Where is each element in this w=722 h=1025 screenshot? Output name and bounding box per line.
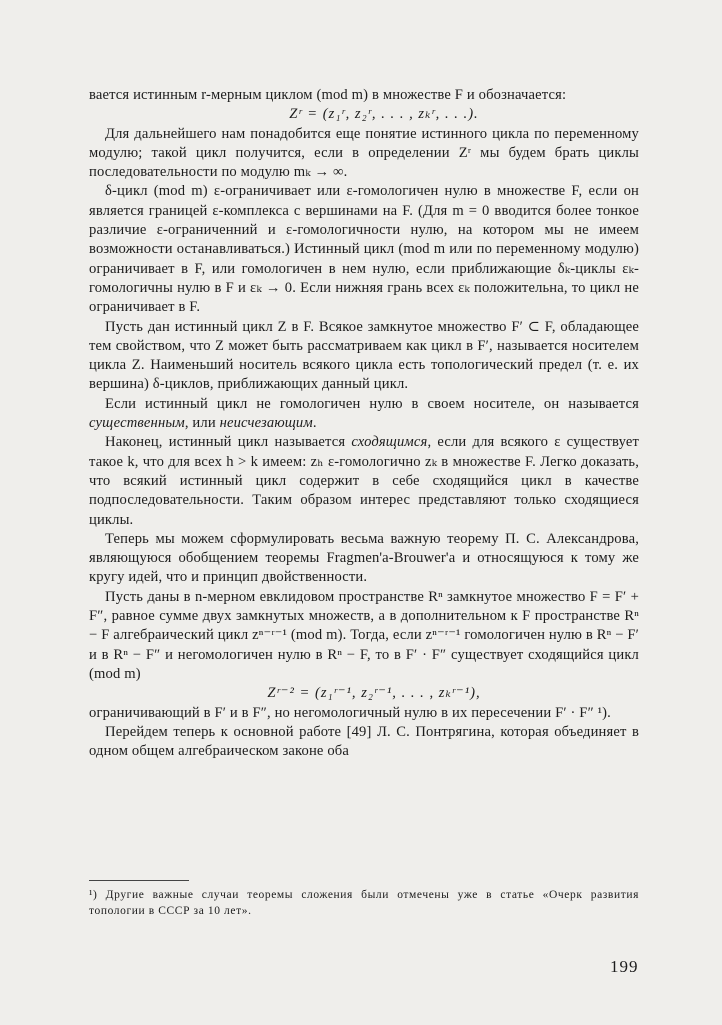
paragraph-5-text-c: . <box>312 415 317 432</box>
paragraph-9: ограничивающий в F′ и в F″, но негомологичный нулю в их пересечении F′ · F″ ¹). <box>89 704 611 721</box>
paragraph-10: Перейдем теперь к основной работе [49] Л. С. Понтрягина, которая объединяет в одном общем алгебраическом законе оба <box>89 723 639 760</box>
footnote: ¹) Другие важные случаи теоремы сложения были отмечены уже в статье «Очерк развития топологии в СССР за 10 лет». <box>89 889 639 917</box>
paragraph-1: вается истинным r-мерным циклом (mod m) в множестве F и обозначается: <box>89 87 567 103</box>
paragraph-5-text-a: Если истинный цикл не гомологичен нулю в своем носителе, он называется <box>105 395 639 412</box>
paragraph-3: δ-цикл (mod m) ε-ограничивает или ε-гомологичен нулю в множестве F, если он является границей ε-комплекса с вершинами на F. (Для m = 0 вводится более тонкое различие ε-ограниченний и ε-гомологичности нулю, на котором мы не имеем возможности останавливаться.) Истинный цикл (mod m или по переменному модулю) ограничивает в F, или гомологичен в нем нулю, если приближающие δₖ-циклы εₖ-гомологичны нулю в F и εₖ → 0. Если нижняя грань всех εₖ положительна, то цикл не ограничивает в F. <box>89 183 639 316</box>
paragraph-4: Пусть дан истинный цикл Z в F. Всякое замкнутое множество F′ ⊂ F, обладающее тем свойством, что Z может быть рассматриваем как цикл в F′, называется носителем цикла Z. Наименьший носитель всякого цикла есть топологический предел (т. е. их вершина) δ-циклов, приближающих данный цикл. <box>89 318 639 393</box>
paragraph-6-text-a: Наконец, истинный цикл называется <box>105 434 352 451</box>
term-non-vanishing: неисчезающим <box>219 415 313 432</box>
paragraph-2: Для дальнейшего нам понадобится еще понятие истинного цикла по переменному модулю; такой цикл получится, если в определении Zʳ мы будем брать циклы последовательности по модулю mₖ → ∞. <box>89 125 639 181</box>
paragraph-5-text-b: , или <box>184 415 220 432</box>
paragraph-8: Пусть даны в n-мерном евклидовом пространстве Rⁿ замкнутое множество F = F′ + F″, равное сумме двух замкнутых множеств, а в дополнительном к F пространстве Rⁿ − F алгебраический цикл zⁿ⁻ʳ⁻¹ (mod m). Тогда, если zⁿ⁻ʳ⁻¹ гомологичен нулю в Rⁿ − F′ и в Rⁿ − F″ и негомологичен нулю в Rⁿ − F, то в F′ · F″ существует сходящийся цикл (mod m) <box>89 588 639 682</box>
paragraph-7: Теперь мы можем сформулировать весьма важную теорему П. С. Александрова, являющуюся обобщением теоремы Fragmen'a-Brouwer'a и относящуюся к тому же кругу идей, что и принцип двойственности. <box>89 530 639 586</box>
formula-true-cycle: Zʳ = (z₁ʳ, z₂ʳ, . . . , zₖʳ, . . .). <box>289 106 479 123</box>
term-convergent: сходящимся <box>351 434 428 451</box>
page-number: 199 <box>610 957 639 976</box>
paragraph-6-text-b: , если для всякого ε существует такое k, что для всех h > k имеем: zₕ ε-гомологично zₖ в множестве F. Легко доказать, что всякий истинный цикл содержит в себе сходящийся цикл в качестве подпоследовательности. Таким образом интерес представляют только сходящиеся циклы. <box>89 434 639 528</box>
term-essential: существенным <box>89 415 185 432</box>
body-text <box>89 86 639 761</box>
paragraph-6 <box>89 433 639 529</box>
formula-convergent-cycle: Zʳ⁻² = (z₁ʳ⁻¹, z₂ʳ⁻¹, . . . , zₖʳ⁻¹), <box>267 685 481 702</box>
paragraph-5 <box>89 395 639 434</box>
footnote-rule <box>89 880 189 881</box>
